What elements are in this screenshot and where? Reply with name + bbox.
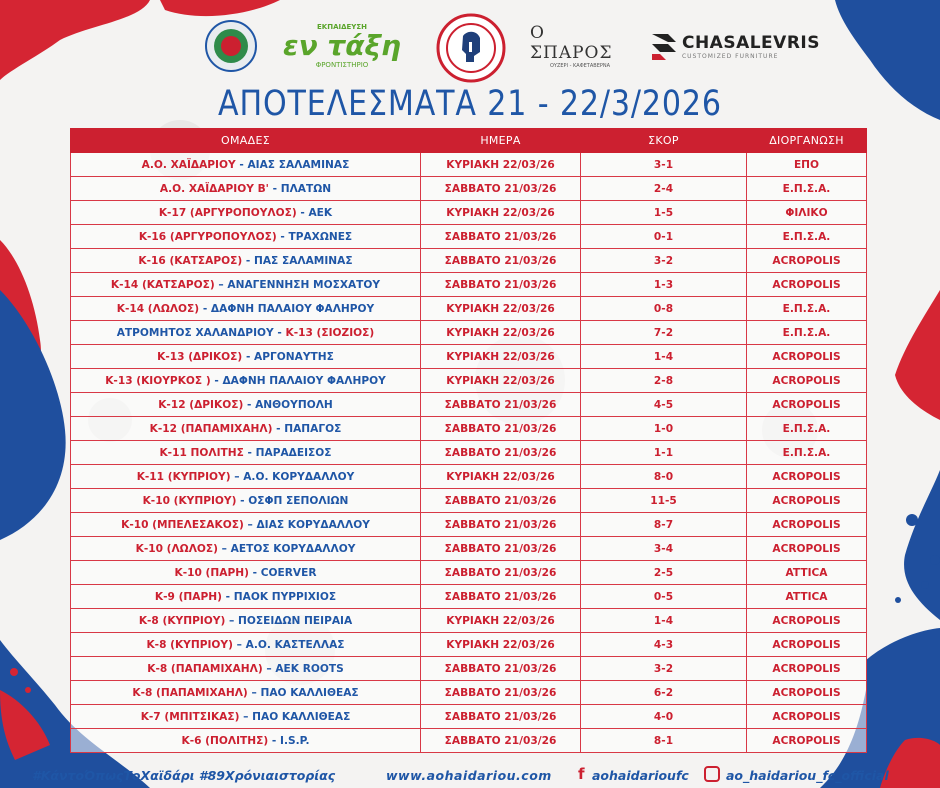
- away-team: ΠΛΑΤΩΝ: [280, 182, 332, 195]
- table-row: [71, 393, 867, 417]
- match-score: 2-5: [581, 561, 747, 585]
- away-team: ΤΡΑΧΩΝΕΣ: [288, 230, 353, 243]
- match-score: 0-5: [581, 585, 747, 609]
- team-separator: -: [221, 590, 234, 603]
- match-competition: ACROPOLIS: [747, 273, 867, 297]
- home-team: Κ-8 (ΚΥΠΡΙΟΥ): [138, 614, 226, 627]
- table-row: [71, 153, 867, 177]
- match-score: 8-7: [581, 513, 747, 537]
- match-date: ΚΥΡΙΑΚΗ 22/03/26: [421, 465, 581, 489]
- match-competition: ACROPOLIS: [747, 513, 867, 537]
- match-score: 6-2: [581, 681, 747, 705]
- home-team: Κ-11 ΠΟΛΙΤΗΣ: [159, 446, 244, 459]
- match-date: ΣΑΒΒΑΤΟ 21/03/26: [421, 705, 581, 729]
- match-date: ΚΥΡΙΑΚΗ 22/03/26: [421, 633, 581, 657]
- table-row: [71, 345, 867, 369]
- sponsor-logo-entaxi: [282, 14, 402, 78]
- team-separator: –: [232, 638, 246, 651]
- osparos-subtitle: ΟΥΖΕΡΙ - ΚΑΦΕΤΑΒΕΡΝΑ: [549, 63, 611, 69]
- match-date: ΣΑΒΒΑΤΟ 21/03/26: [421, 585, 581, 609]
- sponsor-logo-osparos: [530, 14, 630, 78]
- match-competition: ACROPOLIS: [747, 681, 867, 705]
- home-team: Κ-13 (ΔΡΙΚΟΣ): [157, 350, 243, 363]
- match-score: 4-5: [581, 393, 747, 417]
- match-competition: ACROPOLIS: [747, 249, 867, 273]
- match-date: ΣΑΒΒΑΤΟ 21/03/26: [421, 729, 581, 753]
- away-team: ΑΝΘΟΥΠΟΛΗ: [255, 398, 333, 411]
- match-score: 1-5: [581, 201, 747, 225]
- match-date: ΣΑΒΒΑΤΟ 21/03/26: [421, 489, 581, 513]
- away-team: ΠΑΡΑΔΕΙΣΟΣ: [255, 446, 332, 459]
- column-header-score: ΣΚΟΡ: [581, 129, 747, 153]
- column-header-teams: ΟΜΑΔΕΣ: [71, 129, 421, 153]
- away-team: ΑΕΤΟΣ ΚΟΡΥΔΑΛΛΟΥ: [230, 542, 356, 555]
- match-competition: ACROPOLIS: [747, 465, 867, 489]
- home-team: Κ-7 (ΜΠΙΤΣΙΚΑΣ): [140, 710, 240, 723]
- chasalevris-subtitle: CUSTOMIZED FURNITURE: [681, 52, 779, 60]
- team-separator: –: [243, 518, 257, 531]
- table-row: [71, 729, 867, 753]
- match-date: ΣΑΒΒΑΤΟ 21/03/26: [421, 537, 581, 561]
- table-row: [71, 417, 867, 441]
- home-team: Κ-10 (ΜΠΕΛΕΣΑΚΟΣ): [121, 518, 244, 531]
- match-date: ΣΑΒΒΑΤΟ 21/03/26: [421, 177, 581, 201]
- home-team: ΑΤΡΟΜΗΤΟΣ ΧΑΛΑΝΔΡΙΟΥ: [116, 326, 274, 339]
- team-separator: -: [273, 326, 286, 339]
- match-teams: [71, 609, 421, 633]
- away-team: I.S.P.: [280, 734, 310, 747]
- match-date: ΣΑΒΒΑΤΟ 21/03/26: [421, 657, 581, 681]
- table-row: [71, 369, 867, 393]
- home-team: Α.Ο. ΧΑΪΔΑΡΙΟΥ Β': [159, 182, 269, 195]
- away-team: ΑΙΑΣ ΣΑΛΑΜΙΝΑΣ: [247, 158, 350, 171]
- away-team: Κ-13 (ΣΙΟΖΙΟΣ): [285, 326, 375, 339]
- table-row: [71, 513, 867, 537]
- away-team: ΑΕΚ: [308, 206, 333, 219]
- table-row: [71, 681, 867, 705]
- away-team: ΠΑΠΑΓΟΣ: [284, 422, 342, 435]
- match-teams: [71, 153, 421, 177]
- table-row: [71, 633, 867, 657]
- match-teams: [71, 393, 421, 417]
- match-date: ΣΑΒΒΑΤΟ 21/03/26: [421, 441, 581, 465]
- match-score: 3-1: [581, 153, 747, 177]
- entaxi-main-text: εν τάξη: [283, 29, 401, 62]
- away-team: Α.Ο. ΚΟΡΥΔΑΛΛΟΥ: [243, 470, 355, 483]
- table-row: [71, 705, 867, 729]
- match-competition: ATTICA: [747, 561, 867, 585]
- column-header-date: ΗΜΕΡΑ: [421, 129, 581, 153]
- match-competition: ACROPOLIS: [747, 609, 867, 633]
- home-team: Κ-8 (ΚΥΠΡΙΟΥ): [146, 638, 233, 651]
- match-date: ΚΥΡΙΑΚΗ 22/03/26: [421, 297, 581, 321]
- table-row: [71, 441, 867, 465]
- home-team: Κ-16 (ΑΡΓΥΡΟΠΟΥΛΟΣ): [138, 230, 277, 243]
- away-team: ΔΙΑΣ ΚΟΡΥΔΑΛΛΟΥ: [256, 518, 370, 531]
- match-date: ΣΑΒΒΑΤΟ 21/03/26: [421, 417, 581, 441]
- table-row: [71, 609, 867, 633]
- table-row: [71, 537, 867, 561]
- team-separator: -: [235, 158, 248, 171]
- match-teams: [71, 561, 421, 585]
- home-team: Κ-6 (ΠΟΛΙΤΗΣ): [181, 734, 269, 747]
- match-date: ΣΑΒΒΑΤΟ 21/03/26: [421, 249, 581, 273]
- match-score: 11-5: [581, 489, 747, 513]
- match-score: 4-0: [581, 705, 747, 729]
- home-team: Κ-12 (ΠΑΠΑΜΙΧΑΗΛ): [149, 422, 273, 435]
- match-competition: Ε.Π.Σ.Α.: [747, 297, 867, 321]
- away-team: ΑΝΑΓΕΝΝΗΣΗ ΜΟΣΧΑΤΟΥ: [227, 278, 381, 291]
- table-row: [71, 297, 867, 321]
- match-competition: ACROPOLIS: [747, 345, 867, 369]
- home-team: Κ-10 (ΛΩΛΟΣ): [135, 542, 218, 555]
- away-team: ΠΑΟ ΚΑΛΛΙΘΕΑΣ: [252, 710, 351, 723]
- match-date: ΚΥΡΙΑΚΗ 22/03/26: [421, 153, 581, 177]
- match-teams: [71, 441, 421, 465]
- away-team: ΟΣΦΠ ΣΕΠΟΛΙΩΝ: [248, 494, 349, 507]
- match-score: 1-1: [581, 441, 747, 465]
- match-score: 8-1: [581, 729, 747, 753]
- match-score: 0-1: [581, 225, 747, 249]
- team-separator: -: [243, 398, 256, 411]
- sponsor-logo-chasalevris: [650, 14, 820, 78]
- match-score: 1-3: [581, 273, 747, 297]
- away-team: ΠΑΣ ΣΑΛΑΜΙΝΑΣ: [253, 254, 353, 267]
- table-row: [71, 321, 867, 345]
- team-separator: –: [247, 686, 261, 699]
- team-separator: -: [199, 302, 211, 315]
- away-team: ΔΑΦΝΗ ΠΑΛΑΙΟΥ ΦΑΛΗΡΟΥ: [210, 302, 375, 315]
- match-score: 1-0: [581, 417, 747, 441]
- team-separator: -: [296, 206, 309, 219]
- match-date: ΚΥΡΙΑΚΗ 22/03/26: [421, 609, 581, 633]
- home-team: Κ-10 (ΠΑΡΗ): [174, 566, 249, 579]
- table-row: [71, 249, 867, 273]
- away-team: ΔΑΦΝΗ ΠΑΛΑΙΟΥ ΦΑΛΗΡΟΥ: [222, 374, 386, 387]
- club-crest: [436, 12, 506, 84]
- match-score: 4-3: [581, 633, 747, 657]
- footer: [0, 764, 940, 788]
- match-competition: Ε.Π.Σ.Α.: [747, 321, 867, 345]
- match-score: 2-8: [581, 369, 747, 393]
- table-row: [71, 225, 867, 249]
- match-teams: [71, 489, 421, 513]
- away-team: Α.Ο. ΚΑΣΤΕΛΛΑΣ: [245, 638, 345, 651]
- match-competition: Ε.Π.Σ.Α.: [747, 417, 867, 441]
- team-separator: –: [230, 470, 244, 483]
- match-score: 1-4: [581, 609, 747, 633]
- match-date: ΣΑΒΒΑΤΟ 21/03/26: [421, 225, 581, 249]
- match-teams: [71, 513, 421, 537]
- club-crest-icon: [436, 12, 506, 84]
- match-teams: [71, 633, 421, 657]
- table-row: [71, 177, 867, 201]
- home-team: Κ-8 (ΠΑΠΑΜΙΧΑΗΛ): [132, 686, 248, 699]
- match-score: 1-4: [581, 345, 747, 369]
- instagram-icon: [704, 766, 720, 782]
- away-team: ΠΟΣΕΙΔΩΝ ΠΕΙΡΑΙΑ: [237, 614, 353, 627]
- match-teams: [71, 225, 421, 249]
- team-separator: -: [236, 494, 249, 507]
- match-teams: [71, 249, 421, 273]
- match-date: ΚΥΡΙΑΚΗ 22/03/26: [421, 201, 581, 225]
- match-teams: [71, 369, 421, 393]
- table-header-row: [71, 129, 867, 153]
- match-date: ΚΥΡΙΑΚΗ 22/03/26: [421, 345, 581, 369]
- match-competition: ACROPOLIS: [747, 489, 867, 513]
- home-team: Α.Ο. ΧΑΪΔΑΡΙΟΥ: [141, 158, 236, 171]
- footer-instagram[interactable]: ao_haidariou_fc_official: [726, 768, 889, 783]
- team-separator: –: [217, 542, 231, 555]
- team-separator: -: [248, 566, 261, 579]
- match-competition: ACROPOLIS: [747, 729, 867, 753]
- away-team: COERVER: [260, 566, 317, 579]
- results-table: [70, 128, 867, 753]
- table-row: [71, 465, 867, 489]
- match-competition: ATTICA: [747, 585, 867, 609]
- match-score: 0-8: [581, 297, 747, 321]
- sponsor-bar: [0, 0, 940, 92]
- team-separator: –: [214, 278, 228, 291]
- match-teams: [71, 345, 421, 369]
- match-teams: [71, 465, 421, 489]
- away-team: ΑΕΚ ROOTS: [275, 662, 344, 675]
- match-competition: ΦΙΛΙΚΟ: [747, 201, 867, 225]
- osparos-name: Ο ΣΠΑΡΟΣ: [530, 23, 613, 63]
- match-competition: ACROPOLIS: [747, 633, 867, 657]
- match-score: 8-0: [581, 465, 747, 489]
- table-row: [71, 201, 867, 225]
- team-separator: -: [243, 446, 256, 459]
- away-team: ΑΡΓΟΝΑΥΤΗΣ: [254, 350, 334, 363]
- home-team: Κ-10 (ΚΥΠΡΙΟΥ): [142, 494, 237, 507]
- match-date: ΣΑΒΒΑΤΟ 21/03/26: [421, 561, 581, 585]
- match-teams: [71, 729, 421, 753]
- match-date: ΚΥΡΙΑΚΗ 22/03/26: [421, 321, 581, 345]
- match-competition: ACROPOLIS: [747, 657, 867, 681]
- away-team: ΠΑΟ ΚΑΛΛΙΘΕΑΣ: [260, 686, 359, 699]
- match-score: 3-2: [581, 657, 747, 681]
- team-separator: -: [276, 230, 289, 243]
- home-team: Κ-9 (ΠΑΡΗ): [154, 590, 222, 603]
- match-date: ΣΑΒΒΑΤΟ 21/03/26: [421, 393, 581, 417]
- match-date: ΣΑΒΒΑΤΟ 21/03/26: [421, 513, 581, 537]
- match-teams: [71, 585, 421, 609]
- table-row: [71, 489, 867, 513]
- match-teams: [71, 681, 421, 705]
- match-teams: [71, 177, 421, 201]
- team-separator: -: [268, 734, 280, 747]
- footer-hashtags: #ΚάντοΌπωςΤοΧαϊδάρι #89Χρόνιαιστορίας: [32, 768, 336, 783]
- match-competition: ACROPOLIS: [747, 537, 867, 561]
- facebook-icon: f: [578, 765, 585, 783]
- match-score: 3-4: [581, 537, 747, 561]
- home-team: Κ-14 (ΛΩΛΟΣ): [116, 302, 200, 315]
- match-teams: [71, 657, 421, 681]
- match-competition: Ε.Π.Σ.Α.: [747, 177, 867, 201]
- column-header-competition: ΔΙΟΡΓΑΝΩΣΗ: [747, 129, 867, 153]
- match-teams: [71, 297, 421, 321]
- home-team: Κ-14 (ΚΑΤΣΑΡΟΣ): [110, 278, 215, 291]
- match-teams: [71, 273, 421, 297]
- page-title: ΑΠΟΤΕΛΕΣΜΑΤΑ 21 - 22/3/2026: [218, 84, 722, 124]
- match-date: ΣΑΒΒΑΤΟ 21/03/26: [421, 273, 581, 297]
- match-score: 7-2: [581, 321, 747, 345]
- match-date: ΚΥΡΙΑΚΗ 22/03/26: [421, 369, 581, 393]
- footer-facebook[interactable]: aohaidariouf​c: [592, 768, 689, 783]
- match-competition: ACROPOLIS: [747, 369, 867, 393]
- home-team: Κ-12 (ΔΡΙΚΟΣ): [158, 398, 244, 411]
- table-row: [71, 657, 867, 681]
- match-teams: [71, 321, 421, 345]
- team-separator: -: [210, 374, 223, 387]
- match-competition: ΕΠΟ: [747, 153, 867, 177]
- team-separator: -: [242, 350, 255, 363]
- match-competition: ACROPOLIS: [747, 705, 867, 729]
- chasalevris-name: CHASALEVRIS: [681, 32, 820, 53]
- match-competition: Ε.Π.Σ.Α.: [747, 441, 867, 465]
- match-date: ΣΑΒΒΑΤΟ 21/03/26: [421, 681, 581, 705]
- home-team: Κ-16 (ΚΑΤΣΑΡΟΣ): [138, 254, 243, 267]
- match-teams: [71, 705, 421, 729]
- match-score: 3-2: [581, 249, 747, 273]
- footer-website[interactable]: www.aohaidariou.com: [386, 768, 552, 783]
- team-separator: -: [272, 422, 285, 435]
- home-team: Κ-13 (ΚΙΟΥΡΚΟΣ ): [105, 374, 211, 387]
- round-badge-icon: [204, 19, 258, 73]
- table-row: [71, 273, 867, 297]
- team-separator: -: [242, 254, 254, 267]
- team-separator: –: [262, 662, 276, 675]
- match-competition: ACROPOLIS: [747, 393, 867, 417]
- entaxi-bottom-text: ΦΡΟΝΤΙΣΤΗΡΙΟ: [315, 61, 369, 69]
- home-team: Κ-17 (ΑΡΓΥΡΟΠΟΥΛΟΣ): [158, 206, 297, 219]
- match-teams: [71, 537, 421, 561]
- chasalevris-mark-icon: [650, 30, 678, 62]
- away-team: ΠΑΟΚ ΠΥΡΡΙΧΙΟΣ: [233, 590, 337, 603]
- match-competition: Ε.Π.Σ.Α.: [747, 225, 867, 249]
- home-team: Κ-11 (ΚΥΠΡΙΟΥ): [136, 470, 231, 483]
- team-separator: -: [268, 182, 281, 195]
- table-row: [71, 561, 867, 585]
- sponsor-logo-round: [200, 14, 262, 78]
- match-teams: [71, 417, 421, 441]
- home-team: Κ-8 (ΠΑΠΑΜΙΧΑΗΛ): [147, 662, 263, 675]
- team-separator: –: [239, 710, 253, 723]
- table-row: [71, 585, 867, 609]
- team-separator: –: [225, 614, 238, 627]
- match-teams: [71, 201, 421, 225]
- match-score: 2-4: [581, 177, 747, 201]
- entaxi-top-text: ΕΚΠΑΙΔΕΥΣΗ: [317, 23, 367, 31]
